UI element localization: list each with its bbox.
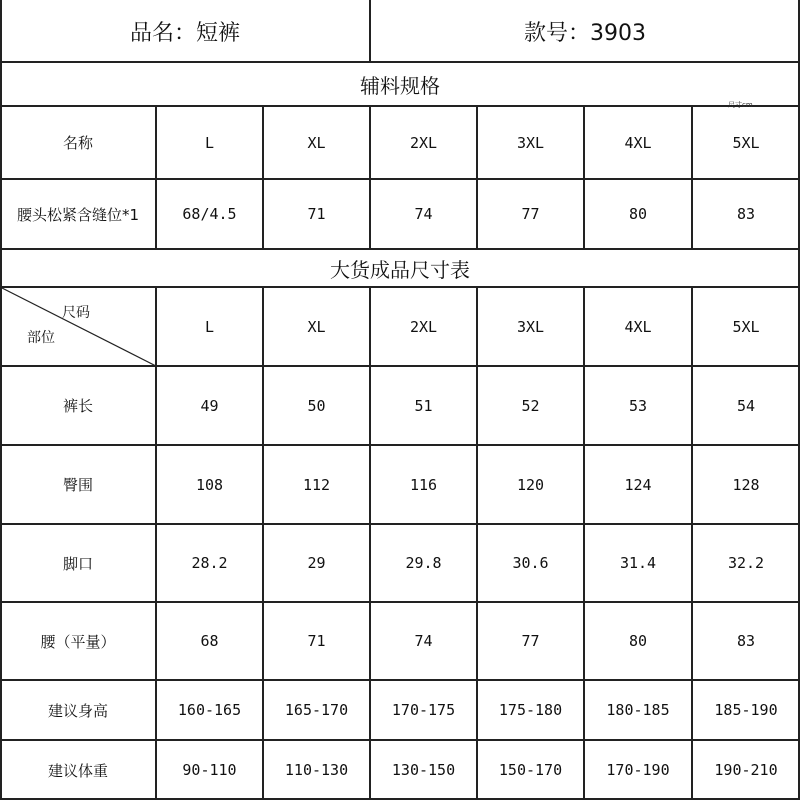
corner-diagonal	[0, 287, 156, 366]
table-cell: 128	[732, 475, 760, 494]
table-cell: 80	[628, 205, 648, 223]
table-cell: 51	[414, 396, 433, 415]
table-cell: 90-110	[182, 761, 237, 779]
table-cell: 52	[521, 396, 540, 415]
table-cell: 80	[628, 632, 648, 650]
row-label: 脚口	[62, 554, 93, 573]
column-header-size: 4XL	[624, 317, 652, 336]
size-chart-title: 大货成品尺寸表	[330, 257, 470, 282]
column-header-size: 3XL	[516, 317, 545, 336]
table-cell: 54	[736, 396, 756, 415]
table-cell: 28.2	[191, 554, 228, 572]
table-cell: 32.2	[727, 554, 765, 572]
table-cell: 30.6	[512, 554, 549, 572]
column-header-size: XL	[307, 133, 326, 152]
column-header-size: 5XL	[732, 133, 760, 152]
column-header-size: 5XL	[732, 317, 760, 336]
table-cell: 77	[521, 632, 540, 650]
table-cell: 175-180	[498, 701, 563, 719]
table-cell: 49	[200, 396, 219, 415]
row-label: 建议身高	[47, 701, 108, 720]
table-cell: 160-165	[177, 701, 242, 719]
table-cell: 124	[624, 475, 652, 494]
table-cell: 31.4	[619, 554, 657, 572]
table-cell: 150-170	[498, 761, 563, 779]
table-cell: 71	[307, 205, 326, 223]
table-cell: 110-130	[284, 761, 349, 779]
table-cell: 120	[516, 475, 545, 494]
column-header-size: L	[204, 133, 215, 152]
column-header-name: 名称	[62, 134, 93, 152]
column-header-size: 3XL	[516, 133, 545, 152]
column-header-size: L	[204, 317, 215, 336]
unit-note: 尺寸cm	[728, 101, 753, 109]
style-number: 款号：3903	[524, 20, 646, 46]
accessory-spec-title: 辅料规格	[360, 73, 440, 98]
corner-size-label: 尺码	[62, 305, 90, 321]
table-cell: 108	[195, 475, 224, 494]
table-cell: 74	[414, 632, 433, 650]
table-cell: 180-185	[606, 701, 670, 719]
column-header-size: XL	[307, 317, 326, 336]
table-cell: 71	[307, 632, 326, 650]
corner-part-label: 部位	[27, 330, 55, 346]
column-header-size: 2XL	[409, 133, 438, 152]
table-cell: 185-190	[714, 701, 778, 719]
table-cell: 77	[521, 205, 540, 223]
table-cell: 83	[736, 632, 756, 650]
table-cell: 112	[302, 475, 331, 494]
table-cell: 170-190	[606, 761, 670, 779]
table-cell: 29	[307, 554, 326, 572]
row-label: 裤长	[62, 397, 93, 415]
table-cell: 29.8	[405, 554, 442, 572]
column-header-size: 2XL	[409, 317, 438, 336]
table-cell: 116	[409, 475, 438, 494]
table-cell: 68	[200, 632, 219, 650]
table-cell: 50	[307, 396, 326, 415]
product-name: 品名：短裤	[129, 20, 240, 46]
table-cell: 130-150	[391, 761, 456, 779]
table-cell: 53	[628, 396, 648, 415]
table-cell: 74	[414, 205, 433, 223]
row-label: 腰（平量）	[40, 632, 116, 651]
table-cell: 68/4.5	[182, 205, 237, 223]
table-cell: 190-210	[714, 761, 778, 779]
row-label: 臀围	[62, 476, 93, 494]
column-header-size: 4XL	[624, 133, 652, 152]
table-cell: 170-175	[391, 701, 456, 719]
row-label: 腰头松紧含缝位*1	[16, 205, 140, 224]
table-cell: 165-170	[284, 701, 349, 719]
row-label: 建议体重	[47, 761, 108, 780]
table-cell: 83	[736, 205, 756, 223]
